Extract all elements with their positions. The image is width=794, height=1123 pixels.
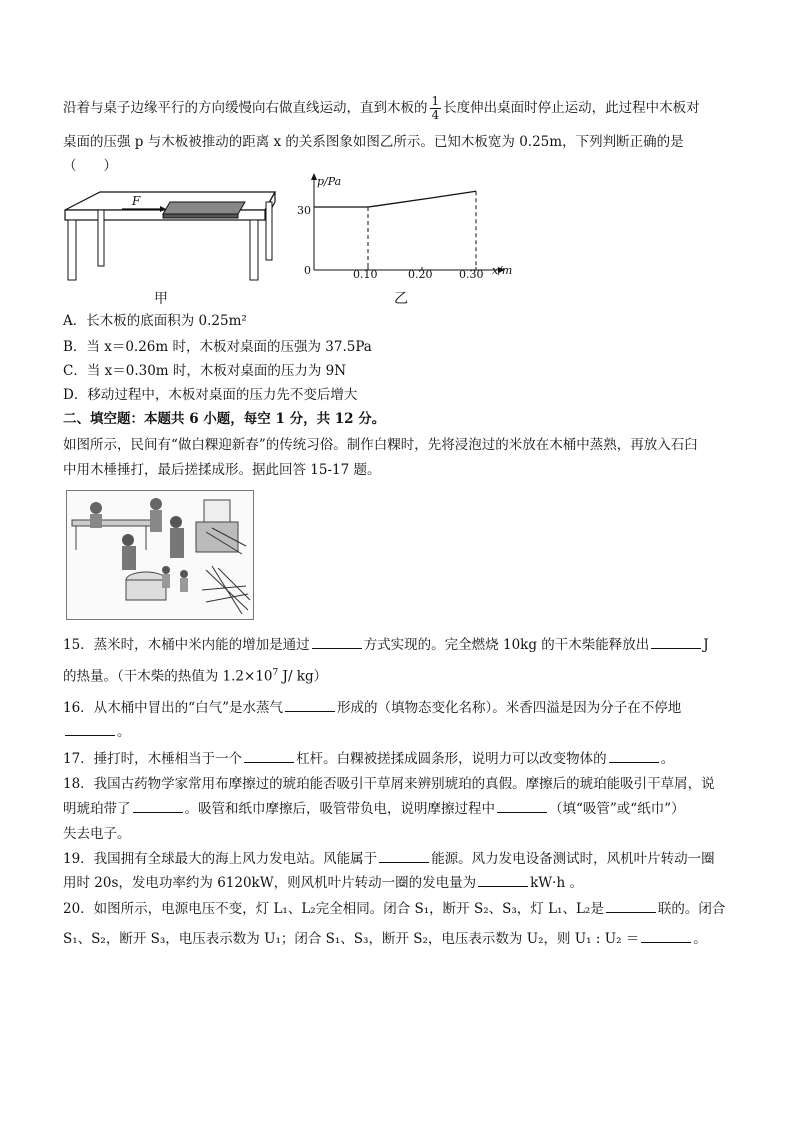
q17-blank-1[interactable] bbox=[244, 750, 294, 763]
q16-text-a: 16．从木桶中冒出的“白气”是水蒸气 bbox=[63, 700, 283, 716]
q17-text-c: 。 bbox=[660, 751, 675, 767]
q15-text-a: 15．蒸米时，木桶中米内能的增加是通过 bbox=[63, 637, 310, 653]
q20-text-d: 。 bbox=[693, 931, 707, 947]
x-tick-0-20: 0.20 bbox=[408, 268, 433, 281]
y-axis-label: p/Pa bbox=[317, 175, 342, 188]
q20-text-a: 20．如图所示，电源电压不变，灯 L₁、L₂完全相同。闭合 S₁，断开 S₂、S₃，灯 L₁、L₂是 bbox=[63, 901, 604, 917]
x-axis-label: x/m bbox=[492, 264, 513, 277]
intro-line-1 bbox=[63, 95, 700, 122]
q18-text-d: （填“吸管”或“纸巾”） bbox=[549, 801, 685, 817]
q16-text-b: 形成的（填物态变化名称）。米香四溢是因为分子在不停地 bbox=[336, 700, 682, 716]
passage-line-1: 如图所示，民间有“做白粿迎新春”的传统习俗。制作白粿时，先将浸泡过的米放在木桶中蒸熟，再放入石臼 bbox=[63, 437, 698, 453]
intro-line-2: 桌面的压强 p 与木板被推动的距离 x 的关系图象如图乙所示。已知木板宽为 0.25m，下列判断正确的是 bbox=[63, 134, 684, 150]
series-line bbox=[314, 191, 476, 207]
q15-exponent: 7 bbox=[272, 668, 279, 678]
q15-blank-1[interactable] bbox=[312, 636, 362, 649]
q18-blank-2[interactable] bbox=[497, 800, 547, 813]
figure-jia-label: 甲 bbox=[154, 291, 168, 307]
q16-blank-2[interactable] bbox=[65, 723, 115, 736]
intro-line-3: （ ） bbox=[63, 158, 117, 174]
q15-text-c: J bbox=[703, 637, 709, 653]
question-20-line-2 bbox=[63, 930, 707, 948]
option-b: B．当 x＝0.26m 时，木板对桌面的压强为 37.5Pa bbox=[63, 339, 372, 355]
figure-yi-chart bbox=[290, 172, 520, 287]
q18-text-c: 。吸管和纸巾摩擦后，吸管带负电，说明摩擦过程中 bbox=[184, 801, 495, 817]
section-title: 二、填空题：本题共 6 小题，每空 1 分，共 12 分。 bbox=[63, 411, 386, 427]
illustration-making-baiguo bbox=[66, 490, 254, 620]
intro-text-a: 沿着与桌子边缘平行的方向缓慢向右做直线运动，直到木板的 bbox=[63, 100, 428, 116]
q20-text-c: S₁、S₂，断开 S₃，电压表示数为 U₁；闭合 S₁、S₃，断开 S₂，电压表示数为 U₂，则 U₁ : U₂ ＝ bbox=[63, 931, 640, 947]
q15-text-d: 的热量。（干木柴的热值为 1.2×10 bbox=[63, 668, 273, 685]
q16-text-c: 。 bbox=[117, 724, 131, 740]
y-tick-30: 30 bbox=[297, 204, 311, 217]
x-tick-0-10: 0.10 bbox=[353, 268, 378, 281]
q15-text-e: J/ kg） bbox=[278, 668, 328, 685]
question-19-line-1 bbox=[63, 850, 715, 868]
q18-blank-1[interactable] bbox=[133, 800, 183, 813]
q19-text-b: 能源。风力发电设备测试时，风机叶片转动一圈 bbox=[431, 851, 715, 867]
q17-blank-2[interactable] bbox=[609, 750, 659, 763]
q16-blank-1[interactable] bbox=[285, 699, 335, 712]
question-15-line-1 bbox=[63, 636, 709, 654]
force-label: F bbox=[132, 194, 141, 208]
question-19-line-2 bbox=[63, 874, 583, 892]
q15-text-b: 方式实现的。完全燃烧 10kg 的干木柴能释放出 bbox=[363, 637, 650, 653]
option-c: C．当 x＝0.30m 时，木板对桌面的压力为 9N bbox=[63, 363, 347, 379]
question-18-line-1: 18．我国古药物学家常用布摩擦过的琥珀能否吸引干草屑来辨别琥珀的真假。摩擦后的琥珀能吸引干草屑，说 bbox=[63, 776, 715, 792]
option-a: A．长木板的底面积为 0.25m² bbox=[63, 313, 247, 329]
origin-label: 0 bbox=[304, 264, 311, 277]
question-15-line-2 bbox=[63, 664, 327, 686]
question-16-line-1 bbox=[63, 699, 681, 717]
question-20-line-1 bbox=[63, 900, 725, 918]
figure-jia-table bbox=[60, 180, 280, 290]
q17-text-b: 杠杆。白粿被搓揉成圆条形，说明力可以改变物体的 bbox=[296, 751, 607, 767]
passage-line-2: 中用木棰捶打，最后搓揉成形。据此回答 15-17 题。 bbox=[63, 462, 381, 478]
option-d: D．移动过程中，木板对桌面的压力先不变后增大 bbox=[63, 387, 358, 403]
figure-yi-label: 乙 bbox=[394, 291, 408, 307]
q20-text-b: 联的。闭合 bbox=[657, 901, 726, 917]
question-18-line-2 bbox=[63, 800, 685, 818]
q19-text-d: kW·h 。 bbox=[530, 875, 583, 891]
q15-blank-2[interactable] bbox=[651, 636, 701, 649]
q20-blank-2[interactable] bbox=[641, 930, 691, 943]
x-tick-0-30: 0.30 bbox=[459, 268, 484, 281]
q19-text-a: 19．我国拥有全球最大的海上风力发电站。风能属于 bbox=[63, 851, 378, 867]
q19-blank-2[interactable] bbox=[478, 874, 528, 887]
fraction bbox=[430, 95, 442, 122]
q18-text-b: 明琥珀带了 bbox=[63, 801, 131, 817]
question-17 bbox=[63, 750, 674, 768]
q19-text-c: 用时 20s，发电功率约为 6120kW，则风机叶片转动一圈的发电量为 bbox=[63, 875, 477, 891]
fraction-denominator: 4 bbox=[431, 108, 440, 122]
q17-text-a: 17．捶打时，木棰相当于一个 bbox=[63, 751, 243, 767]
question-16-line-2 bbox=[63, 723, 131, 741]
intro-text-b: 长度伸出桌面时停止运动，此过程中木板对 bbox=[443, 100, 700, 116]
q19-blank-1[interactable] bbox=[379, 850, 429, 863]
q20-blank-1[interactable] bbox=[606, 900, 656, 913]
question-18-line-3: 失去电子。 bbox=[63, 826, 131, 842]
fraction-numerator: 1 bbox=[431, 94, 440, 108]
